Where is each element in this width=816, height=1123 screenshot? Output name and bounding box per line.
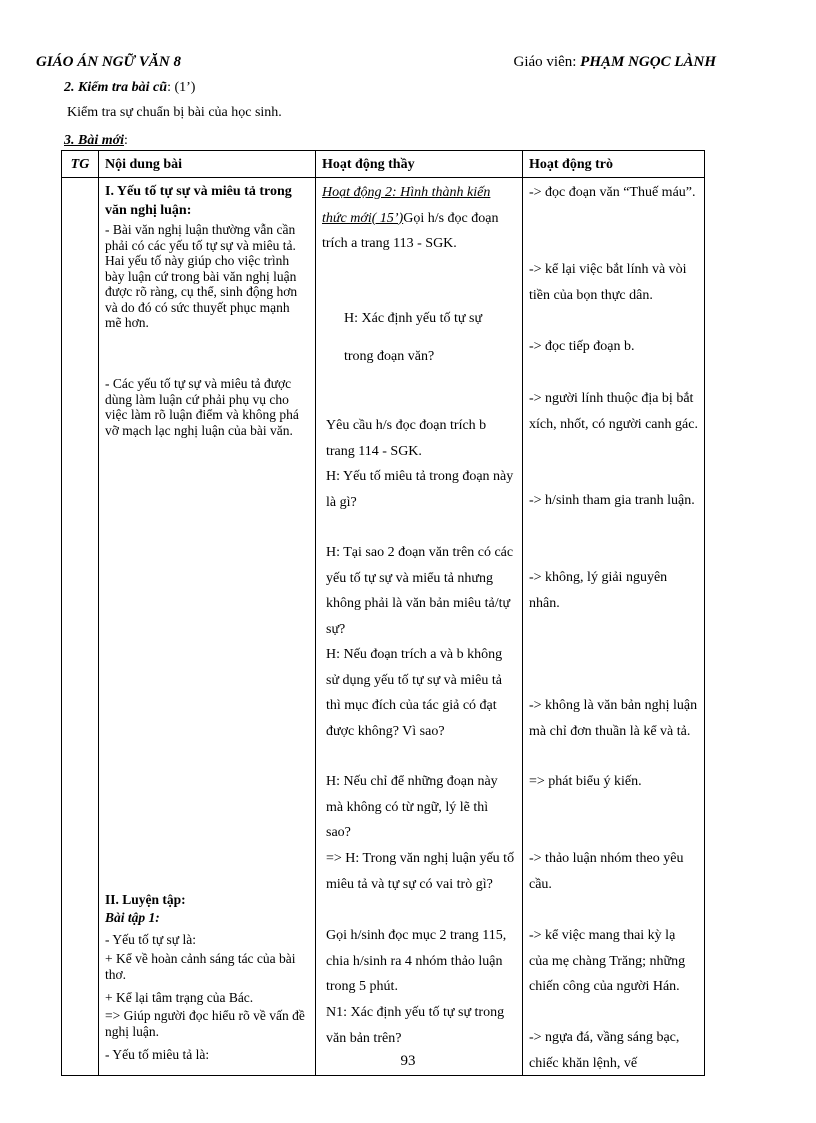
header-teacher: Hoạt động thầy (316, 151, 523, 178)
teacher-instruction-2: Yêu cầu h/s đọc đoạn trích b trang 114 - SGK. (326, 418, 487, 459)
lesson-table (61, 150, 705, 1076)
document-title: GIÁO ÁN NGỮ VĂN 8 (36, 54, 181, 70)
page-header (36, 54, 716, 76)
teacher-cell (316, 178, 523, 1076)
student-cell (523, 178, 705, 1076)
header-content: Nội dung bài (99, 151, 316, 178)
content-para-5: + Kể lại tâm trạng của Bác. (105, 990, 254, 1005)
content-heading-2: II. Luyện tập: (105, 892, 186, 907)
section-2-text: Kiểm tra sự chuẩn bị bài của học sinh. (67, 105, 282, 120)
student-a11: -> ngựa đá, vầng sáng bạc, chiếc khăn lệnh, vế (529, 1030, 680, 1071)
teacher-instruction-3: Gọi h/sinh đọc mục 2 trang 115, chia h/sinh ra 4 nhóm thảo luận trong 5 phút. (326, 928, 507, 994)
content-para-6: => Giúp người đọc hiểu rõ về vấn đề nghị luận. (105, 1008, 305, 1039)
section-2-time: : (1’) (167, 80, 196, 95)
student-a2: -> kể lại việc bắt lính và vòi tiền của bọn thực dân. (529, 262, 687, 303)
student-a9: -> thảo luận nhóm theo yêu cầu. (529, 851, 684, 892)
teacher-q3: H: Tại sao 2 đoạn văn trên có các yếu tố tự sự và miểu tả nhưng không phải là văn bản miêu tả/tự sự? (326, 545, 514, 637)
teacher-info (514, 54, 717, 71)
content-para-3: - Yếu tố tự sự là: (105, 932, 196, 947)
teacher-name: PHẠM NGỌC LÀNH (580, 54, 716, 70)
student-a6: -> không, lý giải nguyên nhân. (529, 570, 668, 611)
teacher-q6: => H: Trong văn nghị luận yếu tố miêu tả và tự sự có vai trò gì? (326, 851, 515, 892)
student-a7: -> không là văn bản nghị luận mà chỉ đơn thuần là kể và tả. (529, 698, 698, 739)
section-2-title: 2. Kiểm tra bài cũ (64, 80, 168, 95)
section-3-heading (64, 133, 128, 149)
teacher-activity-2 (322, 180, 516, 257)
section-3-title: 3. Bài mới (64, 133, 125, 148)
teacher-q1: H: Xác định yếu tố tự sự (344, 311, 483, 326)
content-heading-1: I. Yếu tố tự sự và miêu tả trong văn nghị luận: (105, 184, 292, 218)
student-a5: -> h/sinh tham gia tranh luận. (529, 493, 695, 508)
student-a4: -> người lính thuộc địa bị bắt xích, nhốt, có người canh gác. (529, 391, 698, 432)
content-heading-3: Bài tập 1: (105, 910, 160, 925)
student-a3: -> đọc tiếp đoạn b. (529, 339, 635, 354)
student-a10: -> kể việc mang thai kỳ lạ của mẹ chàng Trăng; những chiến công của người Hán. (529, 928, 686, 994)
tg-cell (62, 178, 99, 1076)
teacher-label: Giáo viên: (513, 54, 581, 70)
student-a8: => phát biểu ý kiến. (529, 774, 642, 789)
content-cell (99, 178, 316, 1076)
activity-title: Hoạt động 2: Hình thành kiến thức mới( 15’) (322, 185, 491, 226)
teacher-q1b: trong đoạn văn? (344, 349, 435, 364)
content-para-1: - Bài văn nghị luận thường vẫn cần phải có các yếu tố tự sự và miêu tả. Hai yếu tố này giúp cho việc trình bày luận cứ trong bài văn nghị luận được rõ ràng, cụ thể, sinh động hơn và do đó có sức thuyết phục mạnh mẽ hơn. (105, 222, 298, 330)
content-para-4: + Kể về hoàn cảnh sáng tác của bài thơ. (105, 951, 296, 982)
table-content-row (62, 178, 705, 1076)
teacher-q5: H: Nếu chỉ để những đoạn này mà không có từ ngữ, lý lẽ thì sao? (326, 774, 498, 840)
teacher-q2: H: Yếu tố miêu tả trong đoạn này là gì? (326, 469, 514, 510)
content-para-7: - Yếu tố miêu tả là: (105, 1047, 210, 1062)
student-a1: -> đọc đoạn văn “Thuế máu”. (529, 185, 696, 200)
header-student: Hoạt động trò (523, 151, 705, 178)
header-tg: TG (62, 151, 99, 178)
section-3-colon: : (124, 133, 128, 148)
activity-instruction: Gọi h/s đọc đoạn trích a trang 113 - SGK. (322, 210, 499, 251)
teacher-q4: H: Nếu đoạn trích a và b không sử dụng yếu tố tự sự và miêu tả thì mục đích của tác giả có đạt được không? Vì sao? (326, 647, 503, 739)
teacher-q7: N1: Xác định yếu tố tự sự trong văn bản trên? (326, 1005, 505, 1046)
section-2-heading (64, 80, 195, 96)
page-number: 93 (400, 1053, 416, 1069)
table-header-row (62, 151, 705, 178)
content-para-2: - Các yếu tố tự sự và miêu tả được dùng làm luận cứ phải phụ vụ cho việc làm rõ luận điểm và không phá vỡ mạch lạc nghị luận của bài văn. (105, 376, 299, 438)
